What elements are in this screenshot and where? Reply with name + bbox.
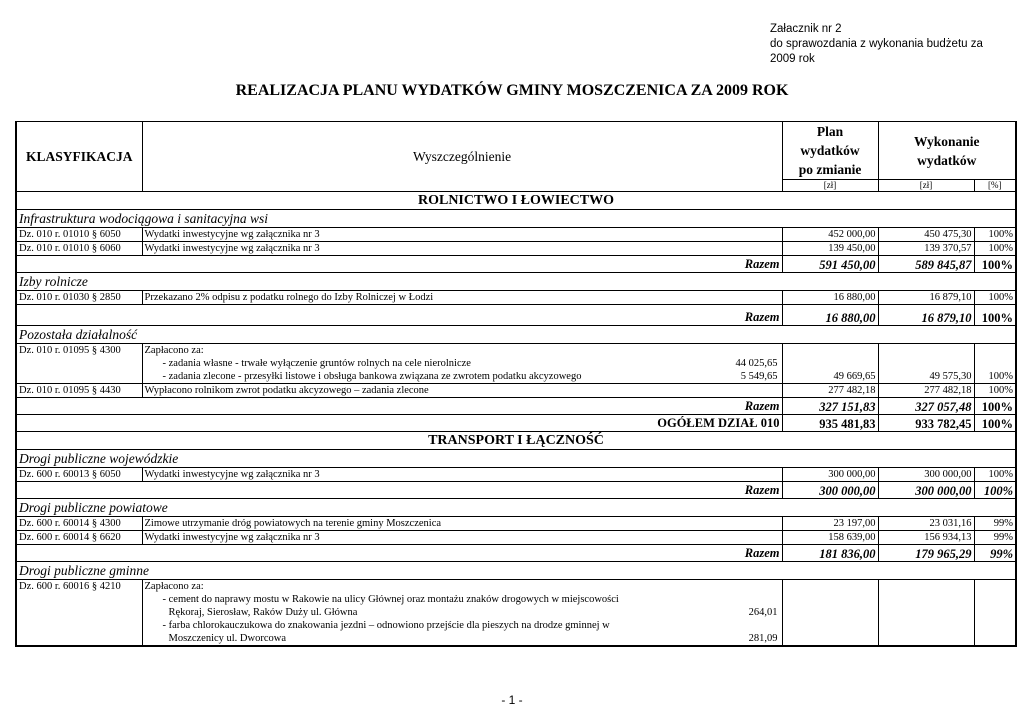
- plan-cell: 49 669,65: [782, 344, 878, 384]
- sum-row: [16, 398, 1016, 415]
- pct-cell: 100%: [974, 468, 1016, 482]
- plan-cell: 300 000,00: [782, 468, 878, 482]
- description-intro: Zapłacono za:: [144, 345, 204, 356]
- classification-cell: Dz. 010 r. 01030 § 2850: [16, 291, 142, 305]
- document-title: REALIZACJA PLANU WYDATKÓW GMINY MOSZCZENICA ZA 2009 ROK: [235, 82, 789, 99]
- description-cell: Zimowe utrzymanie dróg powiatowych na terenie gminy Moszczenica: [142, 517, 782, 531]
- sum-pct: 100%: [974, 256, 1016, 273]
- classification-cell: Dz. 600 r. 60013 § 6050: [16, 468, 142, 482]
- group-row: [16, 450, 1016, 468]
- sum-pct: 99%: [974, 545, 1016, 562]
- sum-exec: 300 000,00: [878, 482, 974, 499]
- description-cell: Przekazano 2% odpisu z podatku rolnego do Izby Rolniczej w Łodzi: [142, 291, 782, 305]
- table-row: [16, 228, 1016, 242]
- total-exec: 933 782,45: [878, 415, 974, 432]
- description-cell: [142, 344, 782, 384]
- sum-exec: 589 845,87: [878, 256, 974, 273]
- page-number: - 1 -: [501, 693, 523, 707]
- header-plan-line-3: po zmianie: [798, 162, 862, 177]
- header-plan-line-2: wydatków: [800, 143, 860, 158]
- description-intro: Zapłacono za:: [144, 581, 204, 592]
- group-row: [16, 273, 1016, 291]
- pct-cell: [974, 580, 1016, 647]
- group-title: Izby rolnicze: [16, 273, 1016, 291]
- sum-row: [16, 482, 1016, 499]
- sub-item-text: - farba chlorokauczukowa do znakowania jezdni – odnowiono przejście dla pieszych na drodze gminnej w: [162, 620, 610, 631]
- sum-plan: 300 000,00: [782, 482, 878, 499]
- group-row: [16, 562, 1016, 580]
- pct-cell: 100%: [974, 291, 1016, 305]
- table-row: [16, 468, 1016, 482]
- total-row: [16, 415, 1016, 432]
- group-title: Infrastruktura wodociągowa i sanitacyjna wsi: [16, 210, 1016, 228]
- sum-exec: 16 879,10: [878, 305, 974, 326]
- group-title: Drogi publiczne powiatowe: [16, 499, 1016, 517]
- sum-label: Razem: [16, 545, 782, 562]
- sum-row: [16, 256, 1016, 273]
- pct-cell: 100%: [974, 384, 1016, 398]
- header-execution: [878, 122, 1016, 180]
- unit-plan: [zł]: [782, 180, 878, 192]
- table-row: [16, 580, 1016, 647]
- table-row: [16, 242, 1016, 256]
- sum-label: Razem: [16, 256, 782, 273]
- annex-line-2: do sprawozdania z wykonania budżetu za: [770, 38, 983, 50]
- annex-line-1: Załacznik nr 2: [770, 23, 842, 35]
- total-plan: 935 481,83: [782, 415, 878, 432]
- sub-item-amount: 44 025,65: [735, 358, 778, 369]
- group-title: Drogi publiczne gminne: [16, 562, 1016, 580]
- exec-cell: 277 482,18: [878, 384, 974, 398]
- exec-cell: 156 934,13: [878, 531, 974, 545]
- description-cell: Wypłacono rolnikom zwrot podatku akcyzowego – zadania zlecone: [142, 384, 782, 398]
- plan-cell: 139 450,00: [782, 242, 878, 256]
- sum-exec: 327 057,48: [878, 398, 974, 415]
- sum-pct: 100%: [974, 482, 1016, 499]
- sub-item: [145, 606, 780, 619]
- sum-exec: 179 965,29: [878, 545, 974, 562]
- table-row: [16, 344, 1016, 384]
- sub-item-amount: 281,09: [748, 633, 778, 644]
- sum-pct: 100%: [974, 398, 1016, 415]
- group-row: [16, 210, 1016, 228]
- section-title-agriculture: ROLNICTWO I ŁOWIECTWO: [16, 192, 1016, 210]
- header-exec-line-2: wydatków: [917, 152, 977, 168]
- annex-line-3: 2009 rok: [770, 53, 815, 65]
- plan-cell: 277 482,18: [782, 384, 878, 398]
- unit-exec: [zł]: [878, 180, 974, 192]
- section-row: [16, 192, 1016, 210]
- classification-cell: Dz. 010 r. 01010 § 6060: [16, 242, 142, 256]
- group-title: Drogi publiczne wojewódzkie: [16, 450, 1016, 468]
- sum-plan: 591 450,00: [782, 256, 878, 273]
- sum-pct: 100%: [974, 305, 1016, 326]
- table-row: [16, 517, 1016, 531]
- header-row: [16, 122, 1016, 180]
- plan-cell: 23 197,00: [782, 517, 878, 531]
- description-cell: [142, 580, 782, 647]
- classification-cell: Dz. 010 r. 01010 § 6050: [16, 228, 142, 242]
- sum-plan: 181 836,00: [782, 545, 878, 562]
- plan-cell: [782, 580, 878, 647]
- plan-cell: 16 880,00: [782, 291, 878, 305]
- header-description: Wyszczególnienie: [142, 122, 782, 192]
- description-cell: Wydatki inwestycyjne wg załącznika nr 3: [142, 228, 782, 242]
- description-cell: Wydatki inwestycyjne wg załącznika nr 3: [142, 468, 782, 482]
- classification-cell: Dz. 600 r. 60016 § 4210: [16, 580, 142, 647]
- total-label: OGÓŁEM DZIAŁ 010: [16, 415, 782, 432]
- sub-item-amount: 264,01: [748, 607, 778, 618]
- exec-cell: 139 370,57: [878, 242, 974, 256]
- exec-cell: 300 000,00: [878, 468, 974, 482]
- table-row: [16, 291, 1016, 305]
- exec-cell: [878, 580, 974, 647]
- sum-label: Razem: [16, 398, 782, 415]
- classification-cell: Dz. 010 r. 01095 § 4300: [16, 344, 142, 384]
- sum-plan: 327 151,83: [782, 398, 878, 415]
- sub-item-text: Moszczenicy ul. Dworcowa: [168, 633, 286, 644]
- sub-item: [145, 357, 780, 370]
- sum-plan: 16 880,00: [782, 305, 878, 326]
- sum-label: Razem: [16, 482, 782, 499]
- sum-label: Razem: [16, 305, 782, 326]
- description-cell: Wydatki inwestycyjne wg załącznika nr 3: [142, 531, 782, 545]
- total-pct: 100%: [974, 415, 1016, 432]
- header-exec-line-1: Wykonanie: [914, 133, 980, 149]
- section-row: [16, 432, 1016, 450]
- table-row: [16, 531, 1016, 545]
- classification-cell: Dz. 010 r. 01095 § 4430: [16, 384, 142, 398]
- plan-cell: 158 639,00: [782, 531, 878, 545]
- group-title: Pozostała działalność: [16, 326, 1016, 344]
- sub-item-text: - cement do naprawy mostu w Rakowie na ulicy Głównej oraz montażu znaków drogowych w miejscowości: [162, 594, 619, 605]
- pct-cell: 100%: [974, 344, 1016, 384]
- exec-cell: 49 575,30: [878, 344, 974, 384]
- classification-cell: Dz. 600 r. 60014 § 4300: [16, 517, 142, 531]
- sub-item: [145, 370, 780, 383]
- header-plan: [782, 122, 878, 180]
- sub-item: [145, 593, 780, 606]
- pct-cell: 99%: [974, 517, 1016, 531]
- sub-item-amount: 5 549,65: [740, 371, 778, 382]
- sub-item-text: Rękoraj, Sierosław, Raków Duży ul. Główna: [168, 607, 358, 618]
- sub-item-text: - zadania własne - trwałe wyłączenie gruntów rolnych na cele nierolnicze: [162, 358, 471, 369]
- sum-row: [16, 545, 1016, 562]
- description-cell: Wydatki inwestycyjne wg załącznika nr 3: [142, 242, 782, 256]
- exec-cell: 16 879,10: [878, 291, 974, 305]
- exec-cell: 450 475,30: [878, 228, 974, 242]
- pct-cell: 100%: [974, 228, 1016, 242]
- exec-cell: 23 031,16: [878, 517, 974, 531]
- section-title-transport: TRANSPORT I ŁĄCZNOŚĆ: [16, 432, 1016, 450]
- group-row: [16, 499, 1016, 517]
- group-row: [16, 326, 1016, 344]
- plan-cell: 452 000,00: [782, 228, 878, 242]
- header-plan-line-1: Plan: [816, 124, 844, 139]
- pct-cell: 99%: [974, 531, 1016, 545]
- sum-row: [16, 305, 1016, 326]
- pct-cell: 100%: [974, 242, 1016, 256]
- classification-cell: Dz. 600 r. 60014 § 6620: [16, 531, 142, 545]
- budget-table: [15, 121, 1017, 647]
- table-row: [16, 384, 1016, 398]
- annex-note: [770, 22, 983, 67]
- unit-pct: [%]: [974, 180, 1016, 192]
- sub-item: [145, 619, 780, 632]
- header-classification: KLASYFIKACJA: [16, 122, 142, 192]
- sub-item: [145, 632, 780, 645]
- sub-item-text: - zadania zlecone - przesyłki listowe i obsługa bankowa związana ze zwrotem podatku akcyzowego: [162, 371, 582, 382]
